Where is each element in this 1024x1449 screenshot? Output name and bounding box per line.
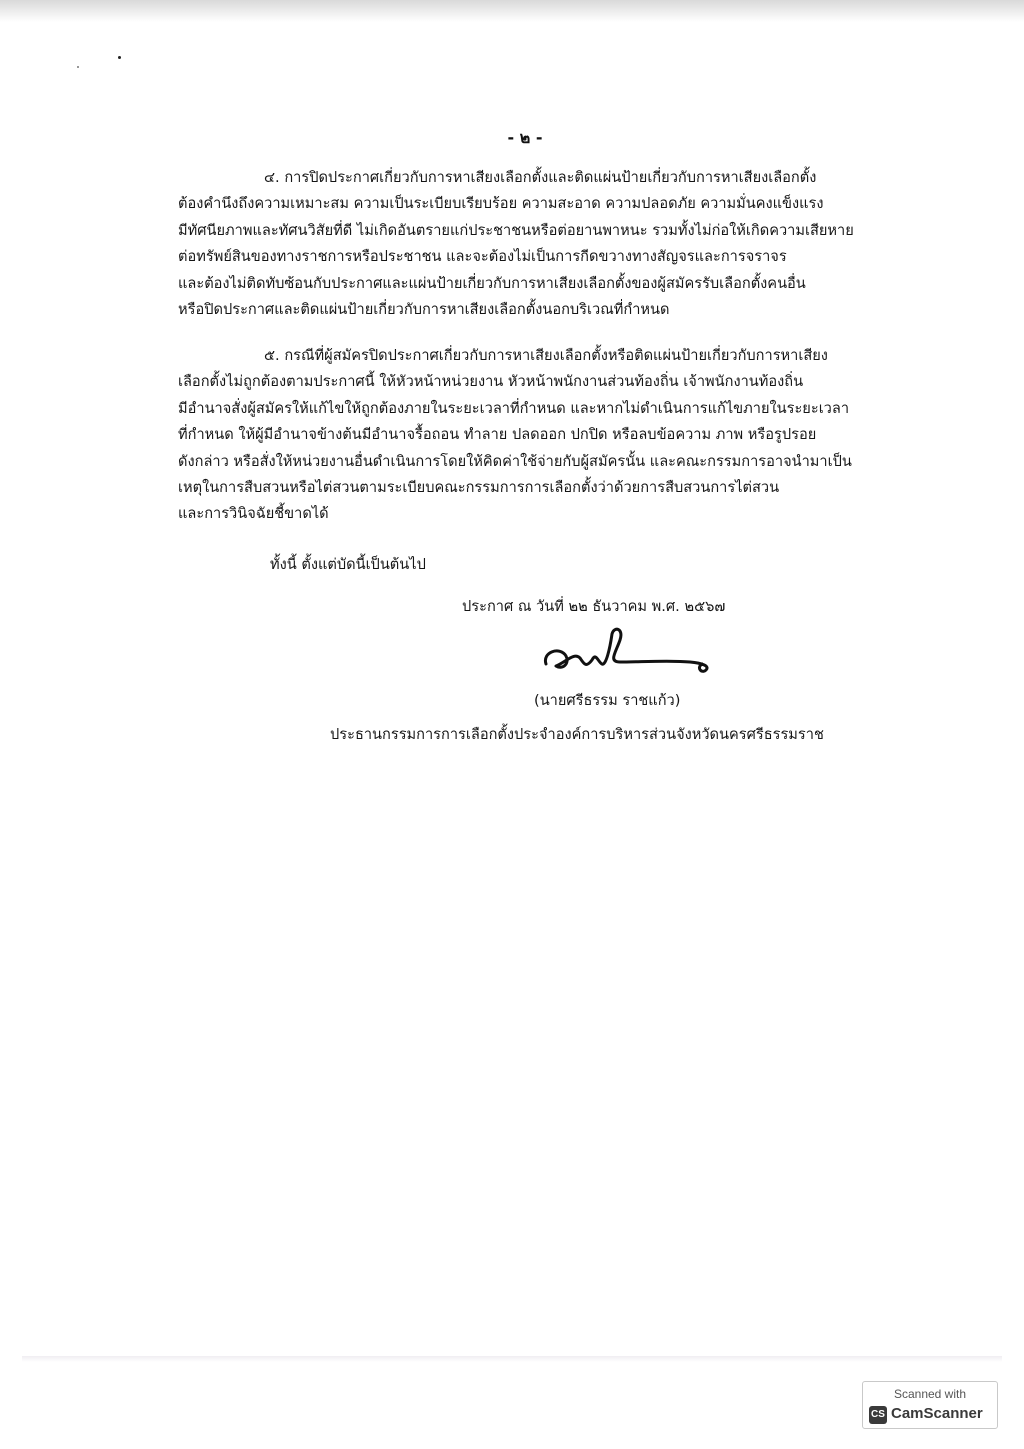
text-line: มีทัศนียภาพและทัศนวิสัยที่ดี ไม่เกิดอันตรายแก่ประชาชนหรือต่อยานพาหนะ รวมทั้งไม่ก่อให้เกิดความเสียหาย <box>178 221 854 239</box>
scan-speck <box>77 66 79 68</box>
text-line: ที่กำหนด ให้ผู้มีอำนาจข้างต้นมีอำนาจรื้อถอน ทำลาย ปลดออก ปกปิด หรือลบข้อความ ภาพ หรือรูปรอย <box>178 426 817 444</box>
scanned-with-label: Scanned with <box>893 1387 967 1401</box>
text-line: ดังกล่าว หรือสั่งให้หน่วยงานอื่นดำเนินการโดยให้คิดค่าใช้จ่ายกับผู้สมัครนั้น และคณะกรรมการอาจนำมาเป็น <box>178 452 852 470</box>
closing-statement: ทั้งนี้ ตั้งแต่บัดนี้เป็นต้นไป <box>270 556 426 573</box>
text-line: ๕. กรณีที่ผู้สมัครปิดประกาศเกี่ยวกับการหาเสียงเลือกตั้งหรือติดแผ่นป้ายเกี่ยวกับการหาเสียง <box>264 347 828 364</box>
camscanner-watermark <box>862 1381 998 1429</box>
text-line: มีอำนาจสั่งผู้สมัครให้แก้ไขให้ถูกต้องภายในระยะเวลาที่กำหนด และหากไม่ดำเนินการแก้ไขภายในระยะเวลา <box>178 399 850 417</box>
camscanner-brand: CamScanner <box>891 1405 983 1422</box>
text-line: ต้องคำนึงถึงความเหมาะสม ความเป็นระเบียบเรียบร้อย ความสะอาด ความปลอดภัย ความมั่นคงแข็งแรง <box>178 195 824 213</box>
clause-5-paragraph <box>178 343 902 528</box>
scan-bottom-edge <box>22 1356 1002 1362</box>
camscanner-logo-icon: CS <box>869 1406 887 1424</box>
handwritten-signature <box>540 622 720 682</box>
signer-title: ประธานกรรมการการเลือกตั้งประจำองค์การบริหารส่วนจังหวัดนครศรีธรรมราช <box>330 726 824 743</box>
scan-top-shadow <box>0 0 1024 22</box>
text-line: ๔. การปิดประกาศเกี่ยวกับการหาเสียงเลือกตั้งและติดแผ่นป้ายเกี่ยวกับการหาเสียงเลือกตั้ง <box>264 169 817 186</box>
text-line: ต่อทรัพย์สินของทางราชการหรือประชาชน และจะต้องไม่เป็นการกีดขวางทางสัญจรและการจราจร <box>178 248 787 266</box>
text-line: หรือปิดประกาศและติดแผ่นป้ายเกี่ยวกับการหาเสียงเลือกตั้งนอกบริเวณที่กำหนด <box>178 300 670 318</box>
clause-4-paragraph <box>178 165 902 323</box>
page-number: - ๒ - <box>507 128 543 147</box>
text-line: และต้องไม่ติดทับซ้อนกับประกาศและแผ่นป้ายเกี่ยวกับการหาเสียงเลือกตั้งของผู้สมัครรับเลือกตั้งคนอื่น <box>178 274 806 292</box>
text-line: เหตุในการสืบสวนหรือไต่สวนตามระเบียบคณะกรรมการการเลือกตั้งว่าด้วยการสืบสวนการไต่สวน <box>178 478 780 496</box>
scan-speck <box>118 56 121 59</box>
text-line: และการวินิจฉัยชี้ขาดได้ <box>178 505 329 523</box>
announcement-date: ประกาศ ณ วันที่ ๒๒ ธันวาคม พ.ศ. ๒๕๖๗ <box>462 598 726 615</box>
text-line: เลือกตั้งไม่ถูกต้องตามประกาศนี้ ให้หัวหน้าหน่วยงาน หัวหน้าพนักงานส่วนท้องถิ่น เจ้าพนักงานท้องถิ่น <box>178 373 804 391</box>
signer-name: (นายศรีธรรม ราชแก้ว) <box>534 692 681 709</box>
